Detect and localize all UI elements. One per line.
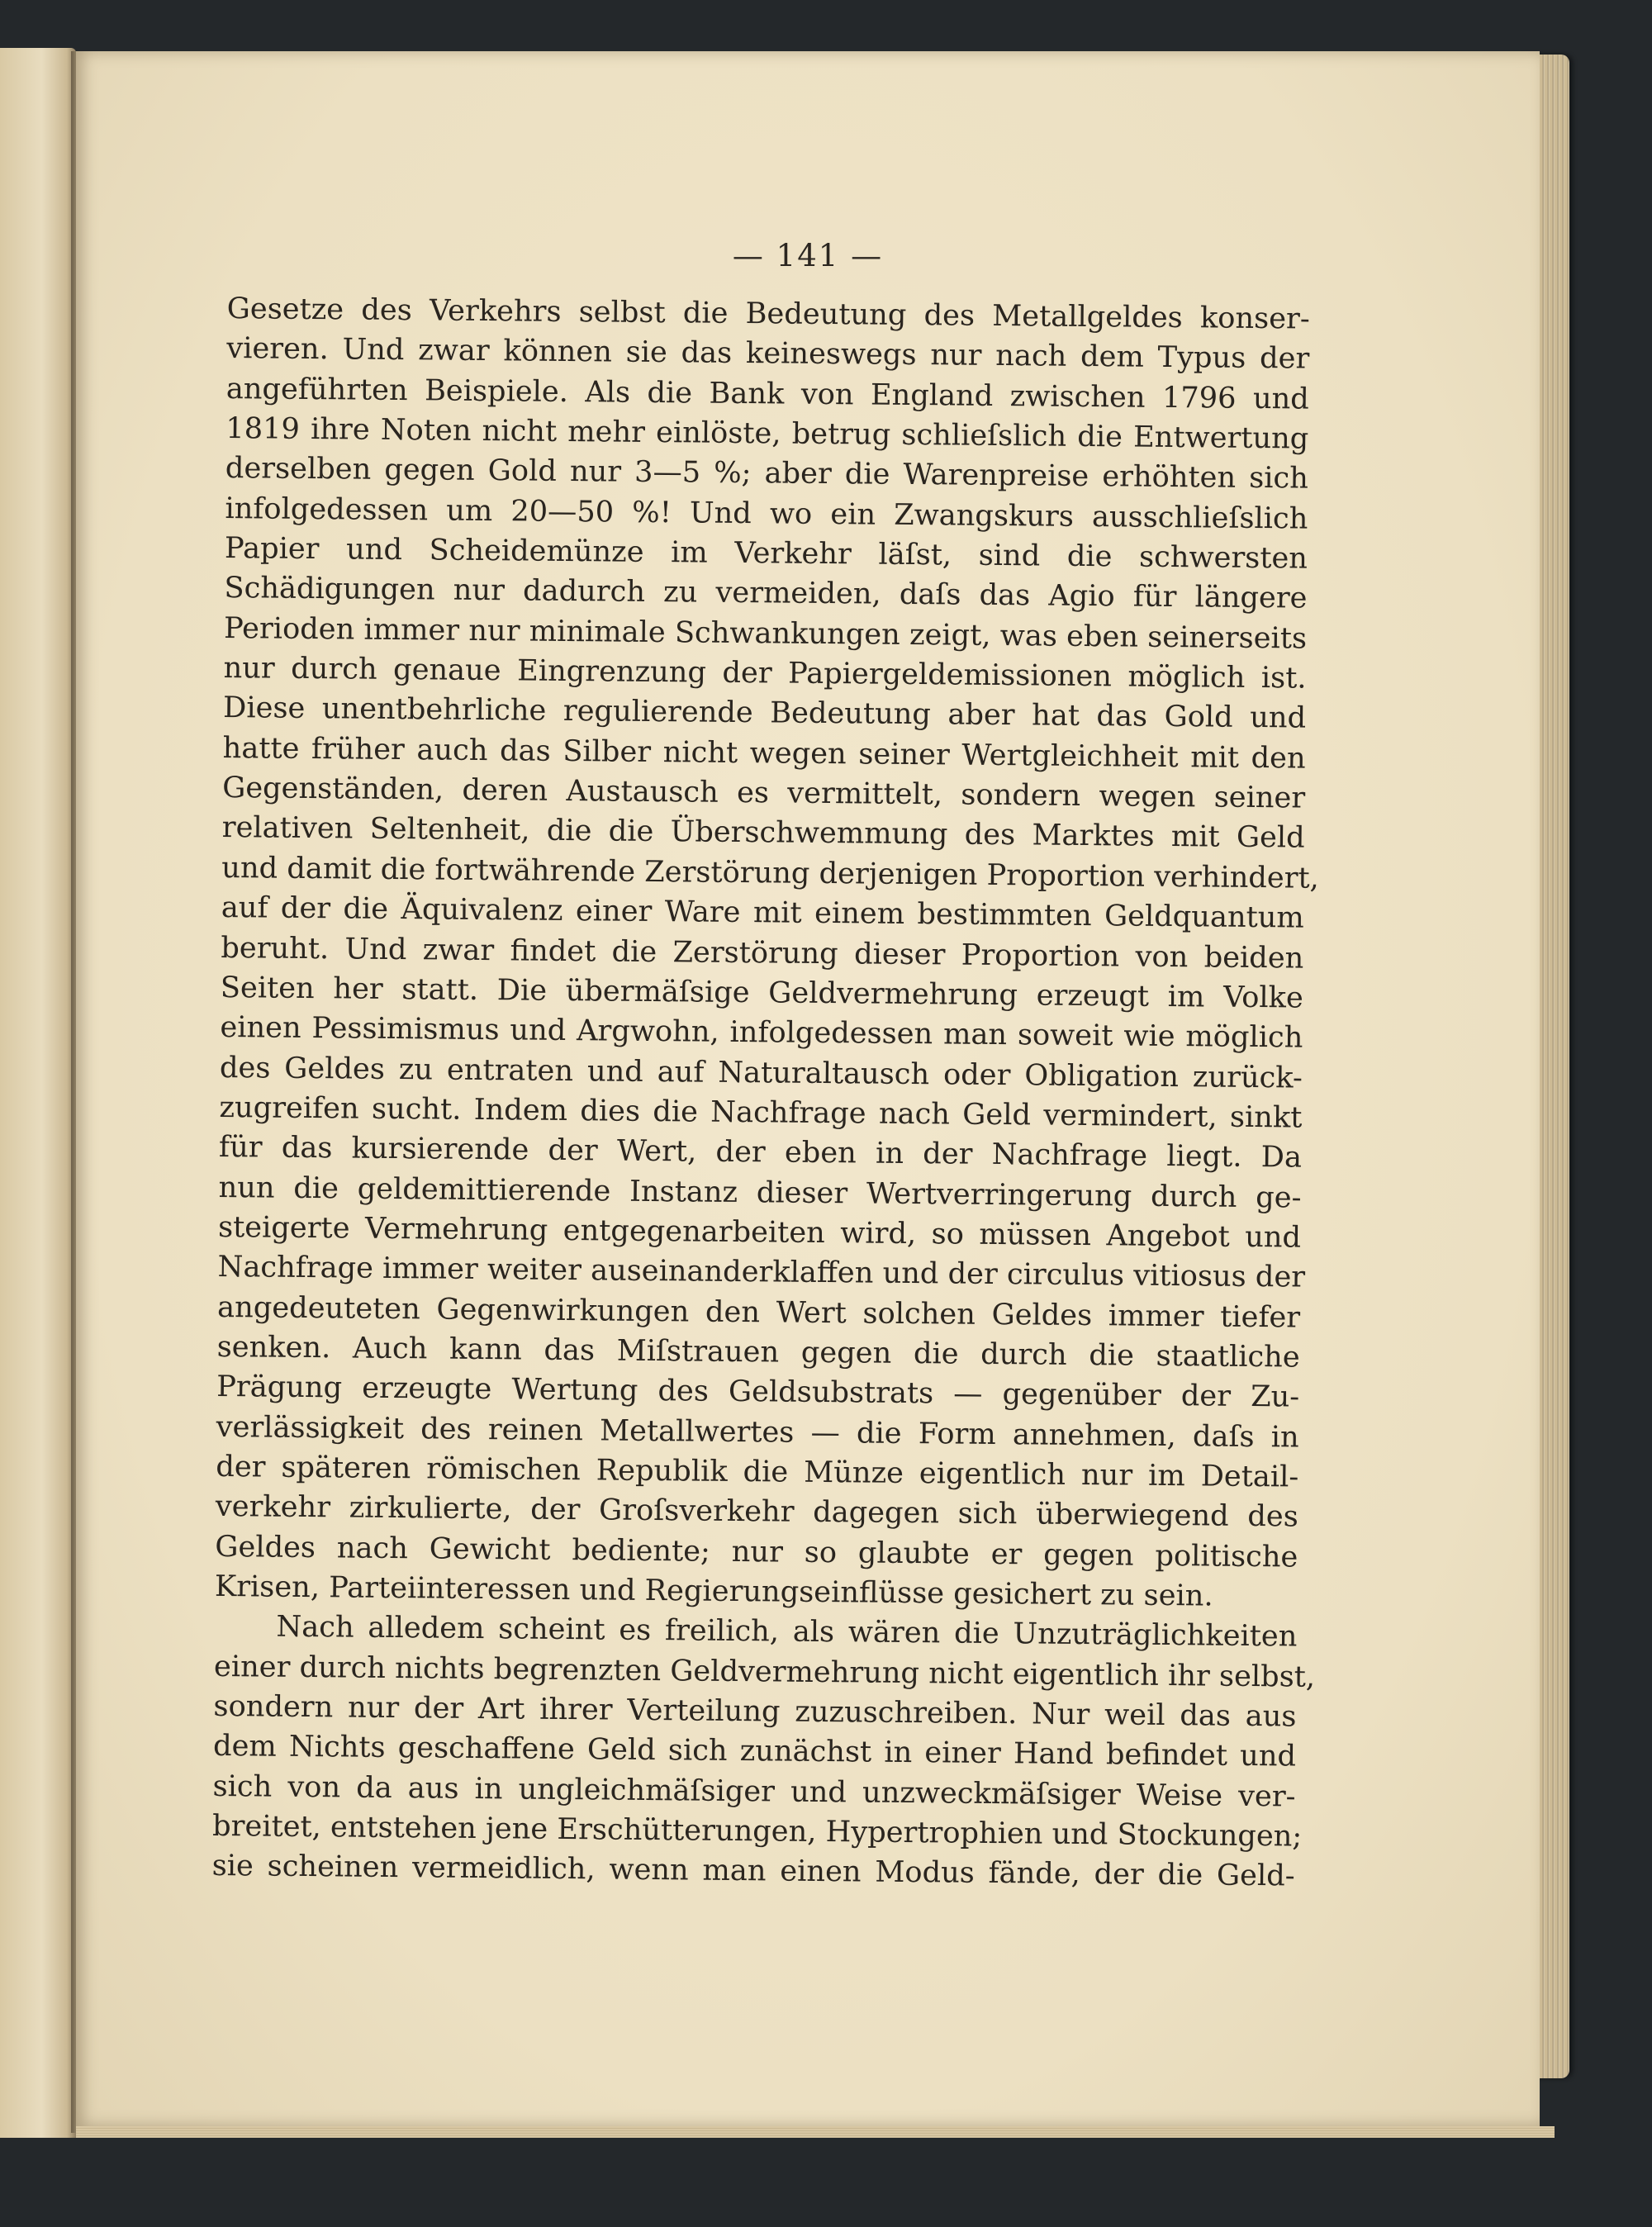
text-line: und damit die fortwährende Zerstörung derjenigen Proportion verhindert, bbox=[221, 850, 1320, 895]
text-line: sondern nur der Art ihrer Verteilung zuzuschreiben. Nur weil das aus bbox=[213, 1688, 1297, 1734]
text-line: nun die geldemittierende Instanz dieser Wertverringerung durch ge- bbox=[218, 1170, 1302, 1215]
left-page-edge bbox=[0, 48, 76, 2138]
body-text bbox=[211, 289, 1320, 1897]
text-line: Gegenständen, deren Austausch es vermittelt, sondern wegen seiner bbox=[222, 771, 1306, 815]
text-line: angedeuteten Gegenwirkungen den Wert solchen Geldes immer tiefer bbox=[216, 1289, 1301, 1335]
text-line: Papier und Scheidemünze im Verkehr läſst, sind die schwersten bbox=[224, 531, 1308, 576]
text-line: angeführten Beispiele. Als die Bank von England zwischen 1796 und bbox=[225, 371, 1309, 416]
text-line: der späteren römischen Republik die Münze eigentlich nur im Detail- bbox=[216, 1449, 1299, 1494]
text-line: steigerte Vermehrung entgegenarbeiten wird, so müssen Angebot und bbox=[217, 1209, 1302, 1255]
text-line: verkehr zirkulierte, der Groſsverkehr dagegen sich überwiegend des bbox=[215, 1489, 1298, 1534]
text-line: Geldes nach Gewicht bediente; nur so glaubte er gegen politische bbox=[215, 1529, 1298, 1574]
text-line: einen Pessimismus und Argwohn, infolgedessen man soweit wie möglich bbox=[220, 1010, 1303, 1055]
text-line: hatte früher auch das Silber nicht wegen seiner Wertgleichheit mit den bbox=[222, 730, 1306, 776]
text-line: Diese unentbehrliche regulierende Bedeutung aber hat das Gold und bbox=[222, 691, 1307, 735]
text-line: infolgedessen um 20—50 %! Und wo ein Zwangskurs ausschlieſslich bbox=[225, 491, 1308, 536]
text-line: breitet, entstehen jene Erschütterungen, Hypertrophien und Stockungen; bbox=[211, 1808, 1303, 1854]
text-line: 1819 ihre Noten nicht mehr einlöste, betrug schlieſslich die Entwertung bbox=[225, 411, 1309, 456]
text-line: relativen Seltenheit, die die Überschwemmung des Marktes mit Geld bbox=[221, 810, 1305, 856]
text-line: Seiten her statt. Die übermäſsige Geldvermehrung erzeugt im Volke bbox=[220, 970, 1304, 1015]
text-line: des Geldes zu entraten und auf Naturaltausch oder Obligation zurück- bbox=[219, 1050, 1303, 1095]
book-page bbox=[76, 51, 1540, 2126]
text-line: Perioden immer nur minimale Schwankungen zeigt, was eben seinerseits bbox=[223, 610, 1308, 656]
text-line: zugreifen sucht. Indem dies die Nachfrage nach Geld vermindert, sinkt bbox=[219, 1090, 1303, 1135]
paragraph-start-line: Nach alledem scheint es freilich, als wären die Unzuträglichkeiten bbox=[276, 1609, 1298, 1654]
page-number: — 141 — bbox=[732, 238, 884, 273]
text-line: beruht. Und zwar findet die Zerstörung dieser Proportion von beiden bbox=[221, 930, 1304, 976]
text-line: verlässigkeit des reinen Metallwertes — die Form annehmen, daſs in bbox=[216, 1409, 1299, 1455]
text-line: derselben gegen Gold nur 3—5 %; aber die Warenpreise erhöhten sich bbox=[225, 451, 1309, 496]
text-line: einer durch nichts begrenzten Geldvermehrung nicht eigentlich ihr selbst, bbox=[213, 1649, 1316, 1694]
text-line: Gesetze des Verkehrs selbst die Bedeutung des Metallgeldes konser- bbox=[226, 291, 1310, 336]
text-line: Prägung erzeugte Wertung des Geldsubstrats — gegenüber der Zu- bbox=[216, 1370, 1300, 1414]
page-bottom-edge bbox=[76, 2126, 1555, 2138]
text-line: Nachfrage immer weiter auseinanderklaffen und der circulus vitiosus der bbox=[217, 1250, 1306, 1294]
paragraph-end-line: Krisen, Parteiinteressen und Regierungseinflüsse gesichert zu sein. bbox=[214, 1569, 1213, 1613]
text-line: Schädigungen nur dadurch zu vermeiden, daſs das Agio für längere bbox=[224, 571, 1308, 615]
text-line: für das kursierende der Wert, der eben in der Nachfrage liegt. Da bbox=[218, 1130, 1303, 1175]
text-line: vieren. Und zwar können sie das keineswegs nur nach dem Typus der bbox=[226, 331, 1310, 376]
text-line: auf der die Äquivalenz einer Ware mit einem bestimmten Geldquantum bbox=[221, 890, 1304, 935]
text-line: dem Nichts geschaffene Geld sich zunächst in einer Hand befindet und bbox=[212, 1729, 1297, 1774]
text-line: sie scheinen vermeidlich, wenn man einen Modus fände, der die Geld- bbox=[211, 1849, 1295, 1893]
text-line: nur durch genaue Eingrenzung der Papiergeldemissionen möglich ist. bbox=[223, 651, 1307, 696]
text-line: sich von da aus in ungleichmäſsiger und unzweckmäſsiger Weise ver- bbox=[212, 1769, 1296, 1814]
text-line: senken. Auch kann das Miſstrauen gegen die durch die staatliche bbox=[216, 1329, 1300, 1375]
